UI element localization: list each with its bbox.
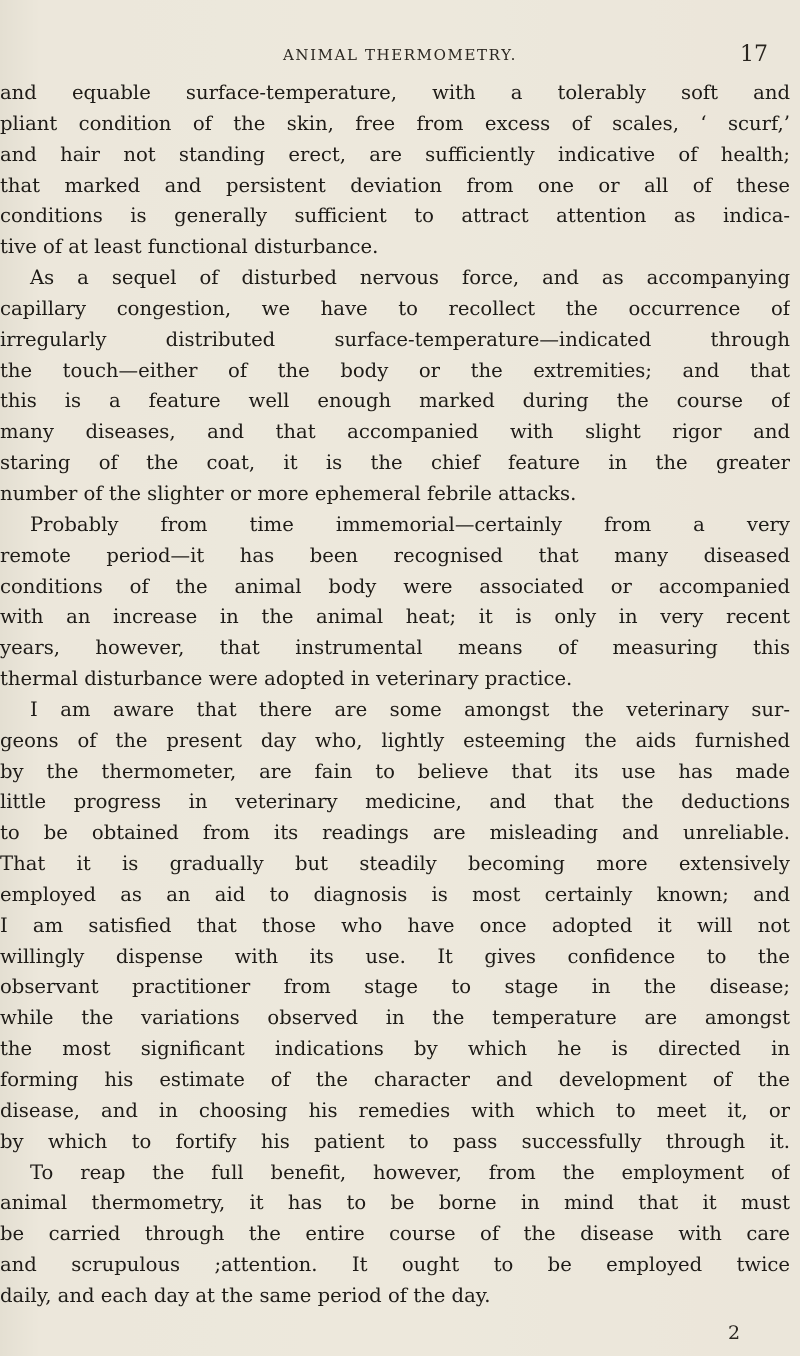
text-line: by which to fortify his patient to pass successfully through it.	[0, 1129, 790, 1153]
text-line: number of the slighter or more ephemeral febrile attacks.	[0, 481, 577, 505]
text-line: To reap the full benefit, however, from the employment of	[30, 1160, 790, 1184]
text-line: by the thermometer, are fain to believe that its use has made	[0, 759, 790, 783]
signature-mark: 2	[728, 1322, 741, 1344]
text-line: employed as an aid to diagnosis is most certainly known; and	[0, 882, 790, 906]
text-line: willingly dispense with its use. It gives confidence to the	[0, 944, 790, 968]
page-number: 17	[740, 42, 768, 67]
text-line: be carried through the entire course of the disease with care	[0, 1222, 790, 1246]
text-line: capillary congestion, we have to recollect the occurrence of	[0, 296, 790, 320]
text-line: many diseases, and that accompanied with slight rigor and	[0, 420, 790, 444]
text-line: That it is gradually but steadily becoming more extensively	[0, 852, 790, 876]
text-line: little progress in veterinary medicine, and that the deductions	[0, 790, 790, 814]
text-line: observant practitioner from stage to stage in the disease;	[0, 975, 790, 999]
text-line: thermal disturbance were adopted in veterinary practice.	[0, 667, 573, 691]
text-line: years, however, that instrumental means of measuring this	[0, 636, 790, 660]
text-line: and equable surface-temperature, with a tolerably soft and	[0, 81, 790, 104]
body-text	[0, 78, 790, 1312]
text-line: animal thermometry, it has to be borne in mind that it must	[0, 1191, 790, 1215]
text-line: staring of the coat, it is the chief feature in the greater	[0, 451, 790, 475]
text-line: this is a feature well enough marked during the course of	[0, 389, 790, 413]
text-line: remote period—it has been recognised that many diseased	[0, 543, 790, 567]
text-line: and scrupulous ;attention. It ought to be employed twice	[0, 1253, 790, 1277]
text-line: geons of the present day who, lightly esteeming the aids furnished	[0, 728, 790, 752]
text-line: to be obtained from its readings are misleading and unreliable.	[0, 821, 790, 845]
text-line: daily, and each day at the same period of the day.	[0, 1283, 491, 1307]
text-line: conditions of the animal body were associated or accompanied	[0, 574, 790, 598]
text-line: I am satisfied that those who have once adopted it will not	[0, 913, 790, 937]
text-line: irregularly distributed surface-temperature—indicated through	[0, 327, 790, 351]
text-line: with an increase in the animal heat; it is only in very recent	[0, 605, 790, 629]
text-line: while the variations observed in the temperature are amongst	[0, 1006, 790, 1030]
text-line: forming his estimate of the character and development of the	[0, 1068, 790, 1091]
text-line: pliant condition of the skin, free from excess of scales, ‘ scurf,’	[0, 111, 790, 135]
running-title: ANIMAL THERMOMETRY.	[282, 46, 518, 64]
text-line: and hair not standing erect, are sufficiently indicative of health;	[0, 142, 790, 166]
text-line: that marked and persistent deviation from one or all of these	[0, 173, 790, 197]
text-line: the touch—either of the body or the extremities; and that	[0, 358, 790, 382]
text-line: disease, and in choosing his remedies with which to meet it, or	[0, 1098, 790, 1122]
text-line: tive of at least functional disturbance.	[0, 235, 379, 259]
text-line: conditions is generally sufficient to attract attention as indica-	[0, 204, 790, 228]
running-head	[0, 40, 800, 70]
text-line: Probably from time immemorial—certainly from a very	[30, 512, 790, 536]
text-line: the most significant indications by which he is directed in	[0, 1037, 790, 1061]
text-line: I am aware that there are some amongst the veterinary sur-	[30, 697, 790, 721]
text-line: As a sequel of disturbed nervous force, and as accompanying	[30, 266, 790, 290]
